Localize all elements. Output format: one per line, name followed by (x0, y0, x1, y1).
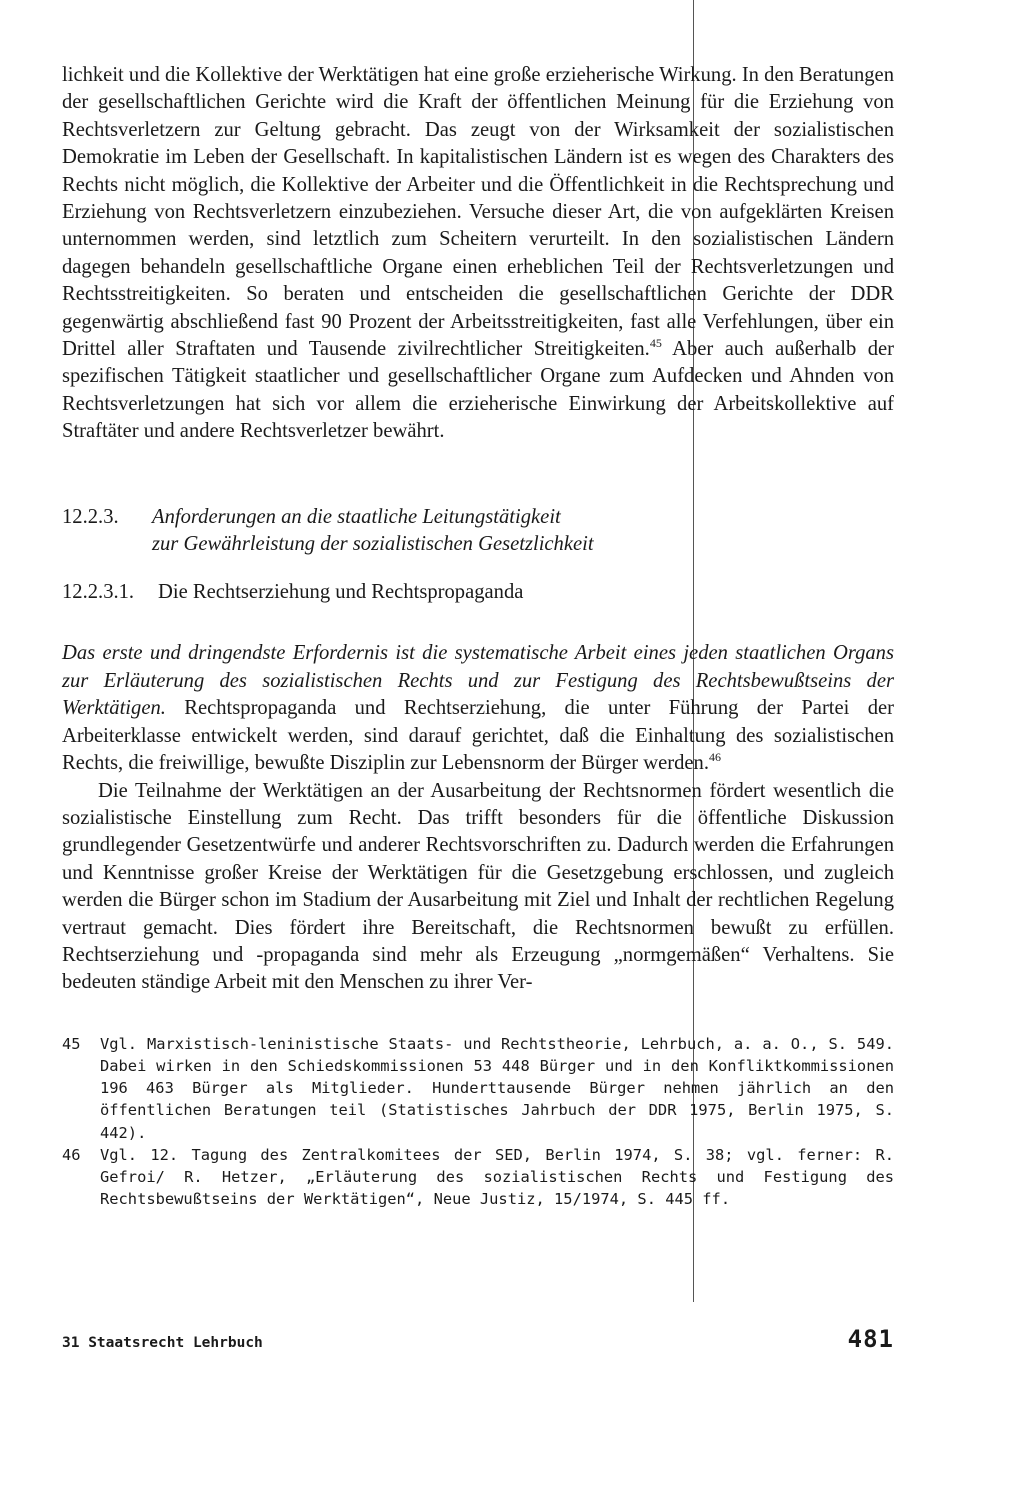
paragraph-requirement-italic: Das erste und dringendste Erfordernis ist die systematische Arbeit eines jeden staatlichen Organs zur Erläuterung des sozialistischen Rechts und zur Festigung des Rechtsbewußtseins der Werktätigen. (62, 642, 894, 720)
section-title-line1: Anforderungen an die staatliche Leitungstätigkeit (152, 505, 561, 528)
section-number: 12.2.3. (62, 505, 119, 528)
footnote-text: Vgl. Marxistisch-leninistische Staats- und Rechtstheorie, Lehrbuch, a. a. O., S. 549. Dabei wirken in den Schiedskommissionen 53 448 Bürger und in den Konfliktkommissionen 196 463 Bürger als Mitglieder. Hunderttausende Bürger nehmen jährlich an den öffentlichen Beratungen teil (Statistisches Jahrbuch der DDR 1975, Berlin 1975, S. 442). (100, 1034, 894, 1142)
page-body (62, 62, 894, 1210)
paragraph-requirement-rest: Rechtspropaganda und Rechtserziehung, die unter Führung der Partei der Arbeiterklasse entwickelt werden, sind darauf gerichtet, daß die Einhaltung des sozialistischen Rechts, die freiwillige, bewußte Disziplin zur Lebensnorm der Bürger werden. (62, 697, 894, 775)
page-footer (62, 1325, 894, 1353)
footnote-text: Vgl. 12. Tagung des Zentralkomitees der SED, Berlin 1974, S. 38; vgl. ferner: R. Gefroi/ R. Hetzer, „Erläuterung des sozialistischen Rechts und Festigung des Rechtsbewußtseins der Werktätigen“, Neue Justiz, 15/1974, S. 445 ff. (100, 1145, 894, 1209)
section-title-line2: zur Gewährleistung der sozialistischen Gesetzlichkeit (152, 533, 594, 556)
paragraph-participation: Die Teilnahme der Werktätigen an der Ausarbeitung der Rechtsnormen fördert wesentlich die sozialistische Einstellung zum Recht. Das trifft besonders für die öffentliche Diskussion grundlegender Gesetzentwürfe und anderer Rechtsvorschriften zu. Dadurch werden die Erfahrungen und Kenntnisse großer Kreise der Werktätigen für die Gesetzgebung erschlossen, und zugleich werden die Bürger schon im Stadium der Ausarbeitung mit Ziel und Inhalt der rechtlichen Regelung vertraut gemacht. Dies fördert ihre Bereitschaft, die Rechtsnormen bewußt zu erfüllen. Rechtserziehung und -propaganda sind mehr als Erzeugung „normgemäßen“ Verhaltens. Sie bedeuten ständige Arbeit mit den Menschen zu ihrer Ver- (62, 779, 894, 994)
footnote-ref-46[interactable]: 46 (708, 750, 721, 765)
section-title (152, 504, 594, 559)
section-heading (62, 504, 894, 559)
footnote-number: 45 (62, 1034, 81, 1053)
intro-paragraph-text: lichkeit und die Kollektive der Werktätigen hat eine große erzieherische Wirkung. In den Beratungen der gesellschaftlichen Gerichte wird die Kraft der öffentlichen Meinung für die Erziehung von Rechtsverletzern zur Geltung gebracht. Das zeugt von der Wirksamkeit der sozialistischen Demokratie im Leben der Gesellschaft. In kapitalistischen Ländern ist es wegen des Charakters des Rechts nicht möglich, die Kollektive der Arbeiter und die Öffentlichkeit in die Rechtsprechung und Erziehung von Rechtsverletzern einzubeziehen. Versuche dieser Art, die von aufgeklärten Kreisen unternommen werden, sind letztlich zum Scheitern verurteilt. In den sozialistischen Ländern dagegen behandeln gesellschaftliche Organe einen erheblichen Teil der Rechtsverletzungen und Rechtsstreitigkeiten. So beraten und entscheiden die gesellschaftlichen Gerichte der DDR gegenwärtig abschließend fast 90 Prozent der Arbeitsstreitigkeiten, fast alle Verfehlungen, über ein Drittel aller Straftaten und Tausende zivilrechtlicher Streitigkeiten. (62, 64, 894, 361)
subsection-heading (62, 579, 894, 607)
footnotes (62, 1033, 894, 1211)
footnote-45 (62, 1033, 894, 1144)
footnote-number: 46 (62, 1145, 81, 1164)
intro-paragraph-text-end: Aber auch außerhalb der spezifischen Tätigkeit staatlicher und gesellschaftlicher Organe zum Aufdecken und Ahnden von Rechtsverletzungen hat sich vor allem die erzieherische Einwirkung der Arbeitskollektive auf Straftäter und andere Rechtsverletzer bewährt. (62, 338, 894, 443)
printer-signature: 31 Staatsrecht Lehrbuch (62, 1335, 263, 1351)
intro-paragraph (62, 62, 894, 446)
subsection-number: 12.2.3.1. (62, 580, 135, 603)
footnote-ref-45[interactable]: 45 (649, 336, 662, 351)
subsection-title: Die Rechtserziehung und Rechtspropaganda (158, 580, 524, 603)
page-number: 481 (847, 1325, 894, 1353)
footnote-46 (62, 1144, 894, 1211)
paragraph-requirement (62, 640, 894, 777)
